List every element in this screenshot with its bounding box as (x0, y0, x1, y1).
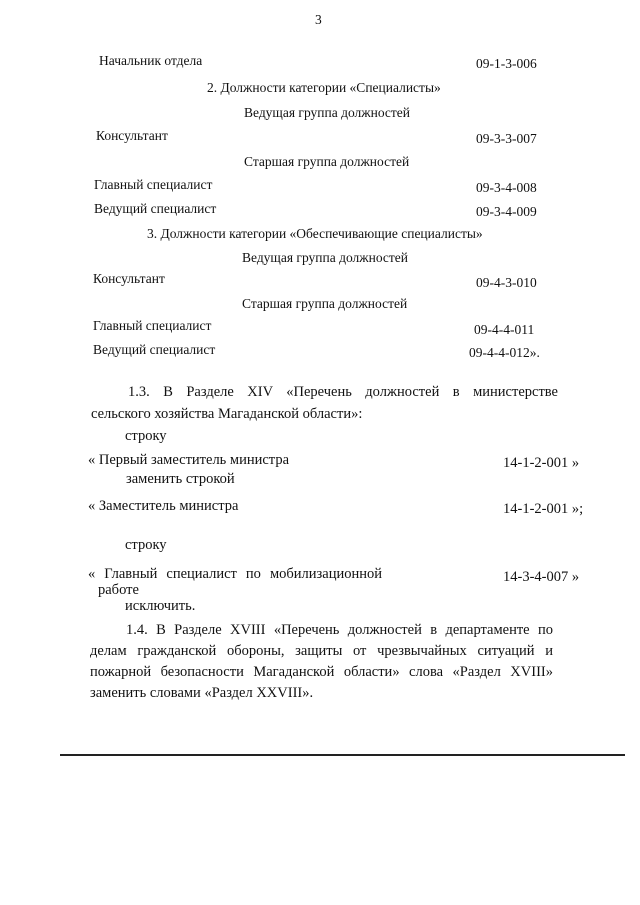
row-code: 09-3-4-008 (476, 180, 537, 195)
row-code: 09-3-4-009 (476, 204, 537, 219)
group-heading: Ведущая группа должностей (244, 105, 411, 120)
row-label: Ведущий специалист (94, 201, 217, 216)
instruction-text: строку (125, 428, 167, 444)
row-code: 14-3-4-007 » (503, 569, 580, 585)
row-label: Консультант (93, 271, 165, 286)
paragraph-line: пожарной безопасности Магаданской области» слова «Раздел XVIII» (90, 664, 553, 680)
row-label: Ведущий специалист (93, 342, 216, 357)
row-code: 14-1-2-001 »; (503, 501, 584, 517)
row-label: « Первый заместитель министра (88, 452, 290, 468)
instruction-text: исключить. (125, 598, 196, 614)
row-label: Консультант (96, 128, 168, 143)
group-heading: Ведущая группа должностей (242, 250, 409, 265)
row-label: « Заместитель министра (88, 498, 239, 514)
row-label: Главный специалист (93, 318, 212, 333)
paragraph-line: сельского хозяйства Магаданской области»: (91, 406, 363, 422)
row-code: 09-4-4-011 (474, 322, 535, 337)
bottom-rule (60, 754, 625, 756)
paragraph-line: 1.3. В Разделе XIV «Перечень должностей в министерстве (128, 384, 558, 400)
paragraph-line: заменить словами «Раздел XXVIII». (90, 685, 314, 701)
row-label: Главный специалист (94, 177, 213, 192)
row-code: 09-4-3-010 (476, 275, 537, 290)
row-code: 09-1-3-006 (476, 56, 537, 71)
paragraph-line: 1.4. В Разделе XVIII «Перечень должностей в департаменте по (126, 622, 553, 638)
row-code: 14-1-2-001 » (503, 455, 580, 471)
row-label: Начальник отдела (99, 53, 203, 68)
row-label: « Главный специалист по мобилизационной (88, 566, 382, 582)
group-heading: Старшая группа должностей (244, 154, 410, 169)
row-label-continuation: работе (98, 582, 139, 598)
section-heading: 3. Должности категории «Обеспечивающие специалисты» (147, 226, 483, 241)
row-code: 09-4-4-012». (469, 345, 540, 360)
section-heading: 2. Должности категории «Специалисты» (207, 80, 441, 95)
page-number: 3 (315, 12, 322, 27)
row-code: 09-3-3-007 (476, 131, 537, 146)
paragraph-line: делам гражданской обороны, защиты от чрезвычайных ситуаций и (90, 643, 553, 659)
group-heading: Старшая группа должностей (242, 296, 408, 311)
instruction-text: строку (125, 537, 167, 553)
instruction-text: заменить строкой (126, 471, 235, 487)
